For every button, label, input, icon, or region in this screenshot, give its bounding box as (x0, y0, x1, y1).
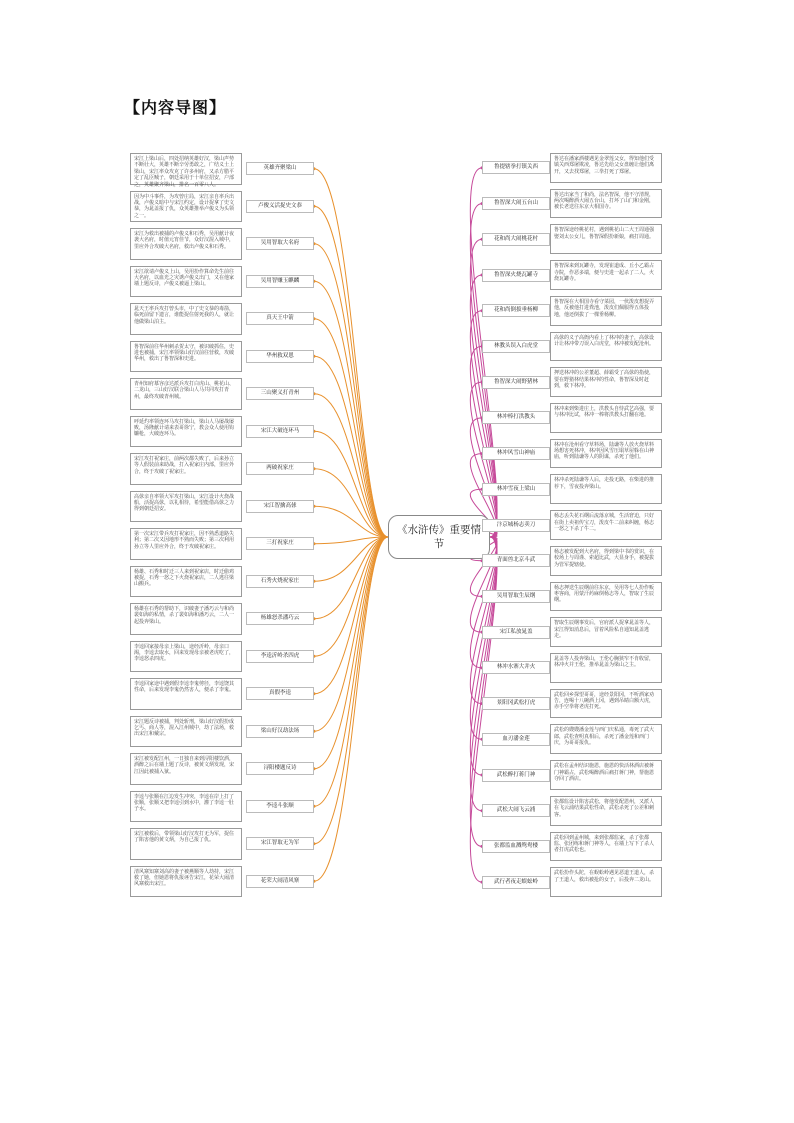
left-branch-title: 三山聚义打青州 (246, 387, 314, 400)
left-branch-description: 呼延灼率领连环马攻打梁山，梁山人马屡战屡败，汤隆献计请来表哥徐宁，教会众人使用钩镰枪，大破连环马。 (130, 416, 242, 448)
right-branch-description: 武松在孟州结识施恩，施恩的快活林酒店被蒋门神霸占，武松喝醉酒后痛打蒋门神，帮施恩夺回了酒店。 (550, 760, 662, 790)
center-topic (388, 515, 490, 559)
right-branch-title: 血刃潘金莲 (482, 733, 550, 746)
left-branch-title: 宋江大破连环马 (246, 425, 314, 438)
right-branch-description: 鲁达在潘家酒楼遇见金翠莲父女，得知他们受镇关西郑屠欺凌，鲁达先给父女盘缠让他们离开，又去找郑屠，三拳打死了郑屠。 (550, 153, 662, 183)
right-branch-title: 武行者夜走蜈蚣岭 (482, 876, 550, 889)
left-branch-connector (314, 537, 388, 731)
right-branch-description: 武松回到孟州城，来到张都监家，杀了张都监、张团练和蒋门神等人，在墙上写下了杀人者打虎武松也。 (550, 832, 662, 862)
right-branch-title: 武松醉打蒋门神 (482, 769, 550, 782)
right-branch-title: 林冲风雪山神庙 (482, 447, 550, 460)
left-branch-description: 青州知府慕容彦达派兵攻打白虎山、桃花山、二龙山，三山好汉联合梁山人马共同攻打青州，最终攻破青州城。 (130, 378, 242, 410)
right-branch-title: 张都监血溅鸳鸯楼 (482, 840, 550, 853)
right-branch-title: 花和尚大闹桃花村 (482, 233, 550, 246)
left-branch-description: 杨雄、石秀和时迁三人来到祝家店，时迁偷鸡被捉，石秀一怒之下火烧祝家店，二人逃往梁山搬兵。 (130, 566, 242, 598)
right-branch-title: 鲁提辖拳打镇关西 (482, 161, 550, 174)
left-branch-title: 浔阳楼题反诗 (246, 762, 314, 775)
left-branch-description: 宋江为救出被捕的卢俊义和石秀，吴用献计夜袭大名府，时值元宵佳节，众好汉混入城中，里应外合攻破大名府，救出卢俊义和石秀。 (130, 228, 242, 260)
right-branch-title: 鲁智深大闹野猪林 (482, 376, 550, 389)
left-branch-description: 宋江被救后，带领梁山好汉攻打无为军，捉住了陷害他的黄文炳，为自己报了仇。 (130, 828, 242, 860)
right-branch-title: 林教头误入白虎堂 (482, 340, 550, 353)
left-branch-description: 因为中斗事件，为攻曾庄局，宋江亲自率兵出战，卢俊义暗中与宋江约定，设计捉拿了史文恭，为晁盖报了仇，众英雄推举卢俊义为头领之一。 (130, 191, 242, 223)
left-branch-connector (314, 319, 388, 537)
right-branch-description: 鲁智深途经桃花村，遇到桃花山二大王周通强娶刘太公女儿，鲁智深假扮新娘，痛打周通。 (550, 224, 662, 254)
left-branch-description: 李逵回家接母亲上梁山，途经沂岭，母亲口渴，李逵去取水，回来发现母亲被老虎吃了，李逵怒杀四虎。 (130, 641, 242, 673)
right-branch-title: 宋江私放晁盖 (482, 626, 550, 639)
left-branch-title: 梁山好汉劫法场 (246, 725, 314, 738)
right-branch-description: 杨志丢失花石纲后流落京城，生活窘迫，只好在街上卖祖传宝刀，泼皮牛二前来纠缠，杨志一怒之下杀了牛二。 (550, 510, 662, 540)
right-branch-description: 杨志被发配到大名府，得到梁中书的赏识，在校场上与周谨、索超比武，大显身手，被提拔为管军提辖使。 (550, 546, 662, 576)
left-branch-description: 宋江题反诗被捕，判处斩刑，梁山好汉假扮成乞丐、商人等，混入江州城中，劫了法场，救出宋江和戴宗。 (130, 716, 242, 748)
right-branch-title: 汴京城杨志卖刀 (482, 519, 550, 532)
left-branch-title: 李逵沂岭杀四虎 (246, 650, 314, 663)
right-branch-description: 武松回乡探望哥哥，途经景阳冈，不听酒家劝告，连喝十八碗酒上冈，遇到吊睛白额大虎，赤手空拳将老虎打死。 (550, 689, 662, 719)
left-branch-connector (314, 394, 388, 537)
left-branch-title: 卢俊义活捉史文恭 (246, 200, 314, 213)
left-branch-connector (314, 206, 388, 537)
left-branch-title: 李逵斗张顺 (246, 800, 314, 813)
right-branch-title: 武松大闹飞云浦 (482, 804, 550, 817)
left-branch-description: 李逵回家途中遇到假李逵李鬼剪径，李逵饶其性命，后来发现李鬼仍然害人，便杀了李鬼。 (130, 678, 242, 710)
left-branch-title: 石秀火烧祝家庄 (246, 575, 314, 588)
left-branch-connector (314, 169, 388, 537)
left-branch-description: 宋江欲请卢俊义上山，吴用扮作算命先生前往大名府，以血光之灾诱卢俊义出门，又在他家墙上题反诗，卢俊义被逼上梁山。 (130, 266, 242, 298)
right-branch-description: 晁盖等人投奔梁山，王伦心胸狭窄不肯收留，林冲火并王伦，推举晁盖为梁山之主。 (550, 653, 662, 683)
right-branch-title: 鲁智深火烧瓦罐寺 (482, 269, 550, 282)
left-branch-title: 三打祝家庄 (246, 537, 314, 550)
left-branch-description: 李逵与张顺在江边发生冲突，李逵在岸上打了张顺，张顺又把李逵引到水中，灌了李逵一肚子水。 (130, 791, 242, 823)
right-branch-description: 张都监设计陷害武松，将他发配恩州，又派人在飞云浦结果武松性命，武松杀死了公差和刺客。 (550, 796, 662, 826)
right-branch-description: 武松扮作头陀，在蜈蚣岭遇见恶道王道人，杀了王道人，救出被抢的女子，后投奔二龙山。 (550, 867, 662, 897)
right-branch-description: 鲁智深来到瓦罐寺，发现崔道成、丘小乙霸占寺院，作恶多端，便与史进一起杀了二人，火烧瓦罐寺。 (550, 260, 662, 290)
right-branch-description: 押送林冲的公差董超、薛霸受了高俅的指使，要在野猪林结果林冲的性命，鲁智深及时赶到，救下林冲。 (550, 367, 662, 397)
right-branch-description: 鲁达出家当了和尚，法名智深，他不守清规，两次喝醉酒大闹五台山，打坏了山门和金刚，被长老送往东京大相国寺。 (550, 189, 662, 219)
right-branch-description: 杨志押送生辰纲前往东京，吴用等七人扮作贩枣客商，用蒙汗药麻倒杨志等人，智取了生辰纲。 (550, 582, 662, 612)
left-branch-title: 吴用智取大名府 (246, 237, 314, 250)
right-branch-description: 高俅的义子高衙内看上了林冲的妻子，高俅设计让林冲带刀误入白虎堂，林冲被发配沧州。 (550, 332, 662, 362)
left-branch-description: 杨雄在石秀的帮助下，识破妻子潘巧云与和尚裴如海的私情，杀了裴如海和潘巧云，二人一起投奔梁山。 (130, 603, 242, 635)
left-branch-title: 花荣大闹清风寨 (246, 875, 314, 888)
right-branch-title: 林冲雪夜上梁山 (482, 483, 550, 496)
left-branch-description: 宋江攻打祝家庄，前两次都失败了，后来孙立等人假装前来助战，打入祝家庄内部，里应外合，终于攻破了祝家庄。 (130, 453, 242, 485)
right-branch-title: 花和尚倒拔垂杨柳 (482, 304, 550, 317)
right-branch-description: 武松的嫂嫂潘金莲与西门庆私通，毒死了武大郎，武松查明真相后，杀死了潘金莲和西门庆，为哥哥报仇。 (550, 724, 662, 754)
left-branch-description: 高俅亲自率领大军攻打梁山，宋江设计火烧战船，活捉高俅，以礼相待，希望能借高俅之力得到朝廷招安。 (130, 491, 242, 523)
left-branch-connector (314, 244, 388, 537)
left-branch-title: 杨雄怒杀潘巧云 (246, 612, 314, 625)
left-branch-connector (314, 537, 388, 694)
left-branch-title: 吴用智赚玉麒麟 (246, 275, 314, 288)
right-branch-title: 青面兽北京斗武 (482, 554, 550, 567)
left-branch-title: 两破祝家庄 (246, 462, 314, 475)
mind-map (130, 140, 667, 910)
right-branch-description: 林冲在沧州看守草料场，陆谦等人放火烧草料场想害死林冲，林冲因风雪压塌草屋躲在山神庙，听到陆谦等人的阴谋，杀死了他们。 (550, 439, 662, 469)
left-branch-description: 第一次宋江带兵攻打祝家庄，因不熟悉道路失利；第二次又因地形不熟而失败；第三次利用孙立等人里应外合，终于攻破祝家庄。 (130, 528, 242, 560)
left-branch-title: 宋江智取无为军 (246, 837, 314, 850)
left-branch-title: 华州救双恩 (246, 350, 314, 363)
right-branch-description: 林冲杀死陆谦等人后，走投无路，在柴进的推荐下，雪夜投奔梁山。 (550, 474, 662, 504)
center-title: 《水浒传》重要情节 (397, 524, 481, 550)
left-branch-title: 宋江智擒高俅 (246, 500, 314, 513)
right-branch-title: 景阳冈武松打虎 (482, 697, 550, 710)
right-branch-title: 林冲棒打洪教头 (482, 411, 550, 424)
right-branch-description: 林冲来到柴进庄上，洪教头自恃武艺高强，要与林冲比试，林冲一棒将洪教头打翻在地。 (550, 403, 662, 433)
right-branch-title: 鲁智深大闹五台山 (482, 197, 550, 210)
left-branch-description: 宋江上梁山后，四处招纳英雄好汉，梁山声势不断壮大，英雄不断辛劳勇敢之，广结义士上梁山，宋江率众攻克了许多州府，又杀方腊平定了乱臣贼子，朝廷采用于十单位招安，户部之，英雄聚齐梁山，排名一百零八人。 (130, 153, 242, 185)
left-branch-connector (314, 537, 388, 881)
left-branch-title: 英雄齐聚梁山 (246, 162, 314, 175)
right-branch-description: 鲁智深在大相国寺看守菜园，一伙泼皮想捉弄他，反被他打进粪池，泼皮们佩服得五体投地，他还倒拔了一棵垂杨柳。 (550, 296, 662, 326)
left-branch-title: 真天王中箭 (246, 312, 314, 325)
left-branch-title: 真假李逵 (246, 687, 314, 700)
right-branch-title: 吴用智取生辰纲 (482, 590, 550, 603)
left-branch-description: 清风寨知寨刘高的妻子被燕顺等人劫持，宋江救了她，但她恩将仇报诬告宋江，花荣大闹清风寨救出宋江。 (130, 866, 242, 898)
right-branch-description: 智取生辰纲事发后，官府派人捉拿晁盖等人，宋江得知消息后，冒着风险私自通知晁盖逃走。 (550, 617, 662, 647)
page-heading: 【内容导图】 (124, 98, 227, 117)
left-branch-description: 宋江被发配江州，一日独自来到浔阳楼饮酒，酒醉之后在墙上题了反诗，被黄文炳发现，宋江因此被捕入狱。 (130, 753, 242, 785)
right-branch-title: 林冲水寨大并火 (482, 661, 550, 674)
left-branch-description: 晁天王率兵攻打曾头市，中了史文恭的毒箭，临死前留下遗言，谁能捉住射死我的人，就让他做梁山泊主。 (130, 303, 242, 335)
left-branch-description: 鲁智深前往华州刺杀贺太守，被识破抓住，史进也被捕，宋江率领梁山好汉前往营救，攻破华州，救出了鲁智深和史进。 (130, 341, 242, 373)
